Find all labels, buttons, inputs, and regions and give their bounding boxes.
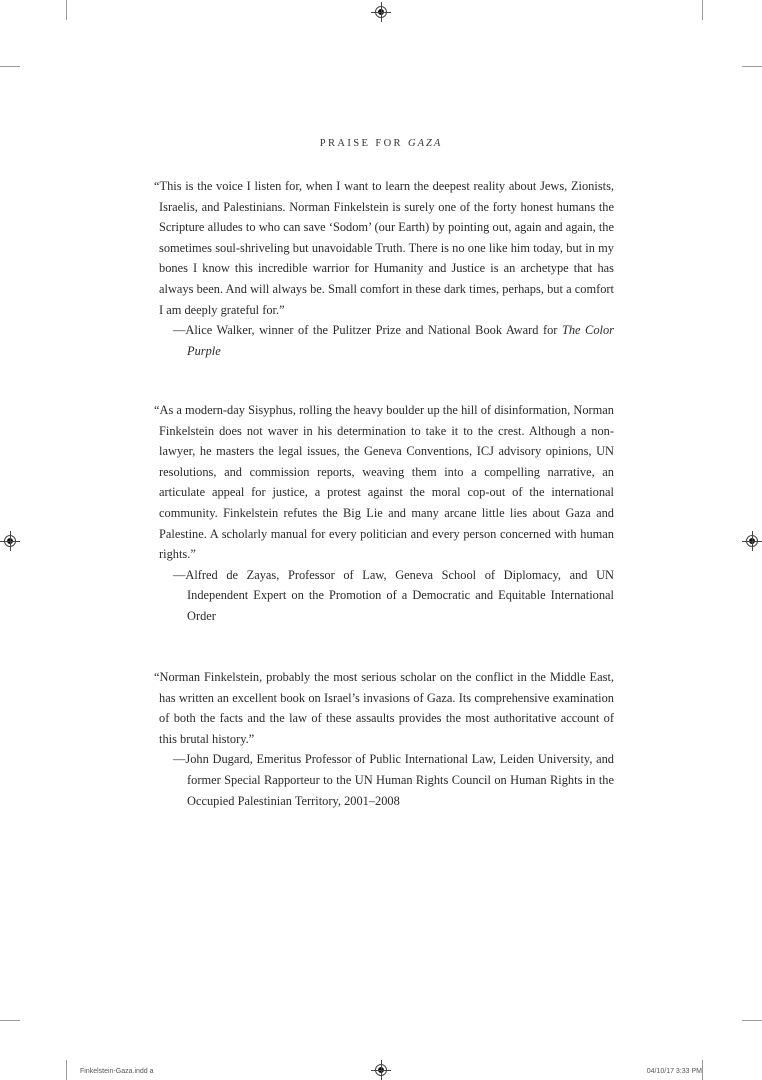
crop-mark-right-top (742, 66, 762, 67)
quote-text: “Norman Finkelstein, probably the most serious scholar on the conflict in the Middle East, has written an excellent book on Israel’s invasions of Gaza. Its comprehensive examination of both the facts and the law of these assaults provides the most authoritative account of this brutal history.” (154, 670, 614, 746)
attribution-text: —Alice Walker, winner of the Pulitzer Prize and National Book Award for (173, 323, 558, 338)
crop-mark-bottom-left (66, 1060, 67, 1080)
praise-quote-dugard (154, 667, 614, 811)
crop-mark-top-left (66, 0, 67, 20)
quote-text: “As a modern-day Sisyphus, rolling the heavy boulder up the hill of disinformation, Norman Finkelstein does not waver in his determination to take it to the crest. Although a non-lawyer, he masters the legal issues, the Geneva Conventions, ICJ advisory opinions, UN resolutions, and commission reports, weaving them into a compelling narrative, an articulate appeal for justice, a protest against the moral cop-out of the international community. Finkelstein refutes the Big Lie and many arcane little lies about Gaza and Palestine. A scholarly manual for every politician and every person concerned with human rights.” (154, 403, 614, 562)
praise-quote-walker (154, 176, 614, 361)
crop-mark-left-bottom (0, 1020, 20, 1021)
registration-mark-right-icon (746, 535, 758, 547)
crop-mark-left-top (0, 66, 20, 67)
quote-attribution: —John Dugard, Emeritus Professor of Public International Law, Leiden University, and former Special Rapporteur to the UN Human Rights Council on Human Rights in the Occupied Palestinian Territory, 2001–2008 (173, 752, 614, 808)
praise-quote-de-zayas (154, 400, 614, 627)
praise-heading-title: GAZA (408, 138, 443, 149)
quote-text: “This is the voice I listen for, when I want to learn the deepest reality about Jews, Zionists, Israelis, and Palestinians. Norman Finkelstein is surely one of the forty honest humans the Scripture alludes to who can save ‘Sodom’ (our Earth) by pointing out, again and again, the sometimes soul-shriveling but unavoidable Truth. There is no one like him today, but in my bones I know this incredible warrior for Humanity and Justice is an archetype that has always been. And will always be. Small comfort in these dark times, perhaps, but a comfort I am deeply grateful for.” (154, 179, 614, 317)
registration-mark-bottom-icon (375, 1064, 387, 1076)
crop-mark-right-bottom (742, 1020, 762, 1021)
registration-mark-left-icon (4, 535, 16, 547)
registration-mark-top-icon (375, 6, 387, 18)
slug-date-label: 04/10/17 3:33 PM (646, 1068, 702, 1075)
crop-mark-bottom-right (702, 1060, 703, 1080)
praise-heading (0, 138, 762, 149)
praise-heading-prefix: PRAISE FOR (319, 138, 403, 149)
slug-file-label: Finkelstein-Gaza.indd a (80, 1068, 154, 1075)
crop-mark-top-right (702, 0, 703, 20)
quote-attribution: —Alfred de Zayas, Professor of Law, Geneva School of Diplomacy, and UN Independent Expert on the Promotion of a Democratic and Equitable International Order (173, 567, 614, 623)
attribution-book-title: The Color Purple (187, 323, 614, 358)
quote-attribution (159, 320, 614, 361)
